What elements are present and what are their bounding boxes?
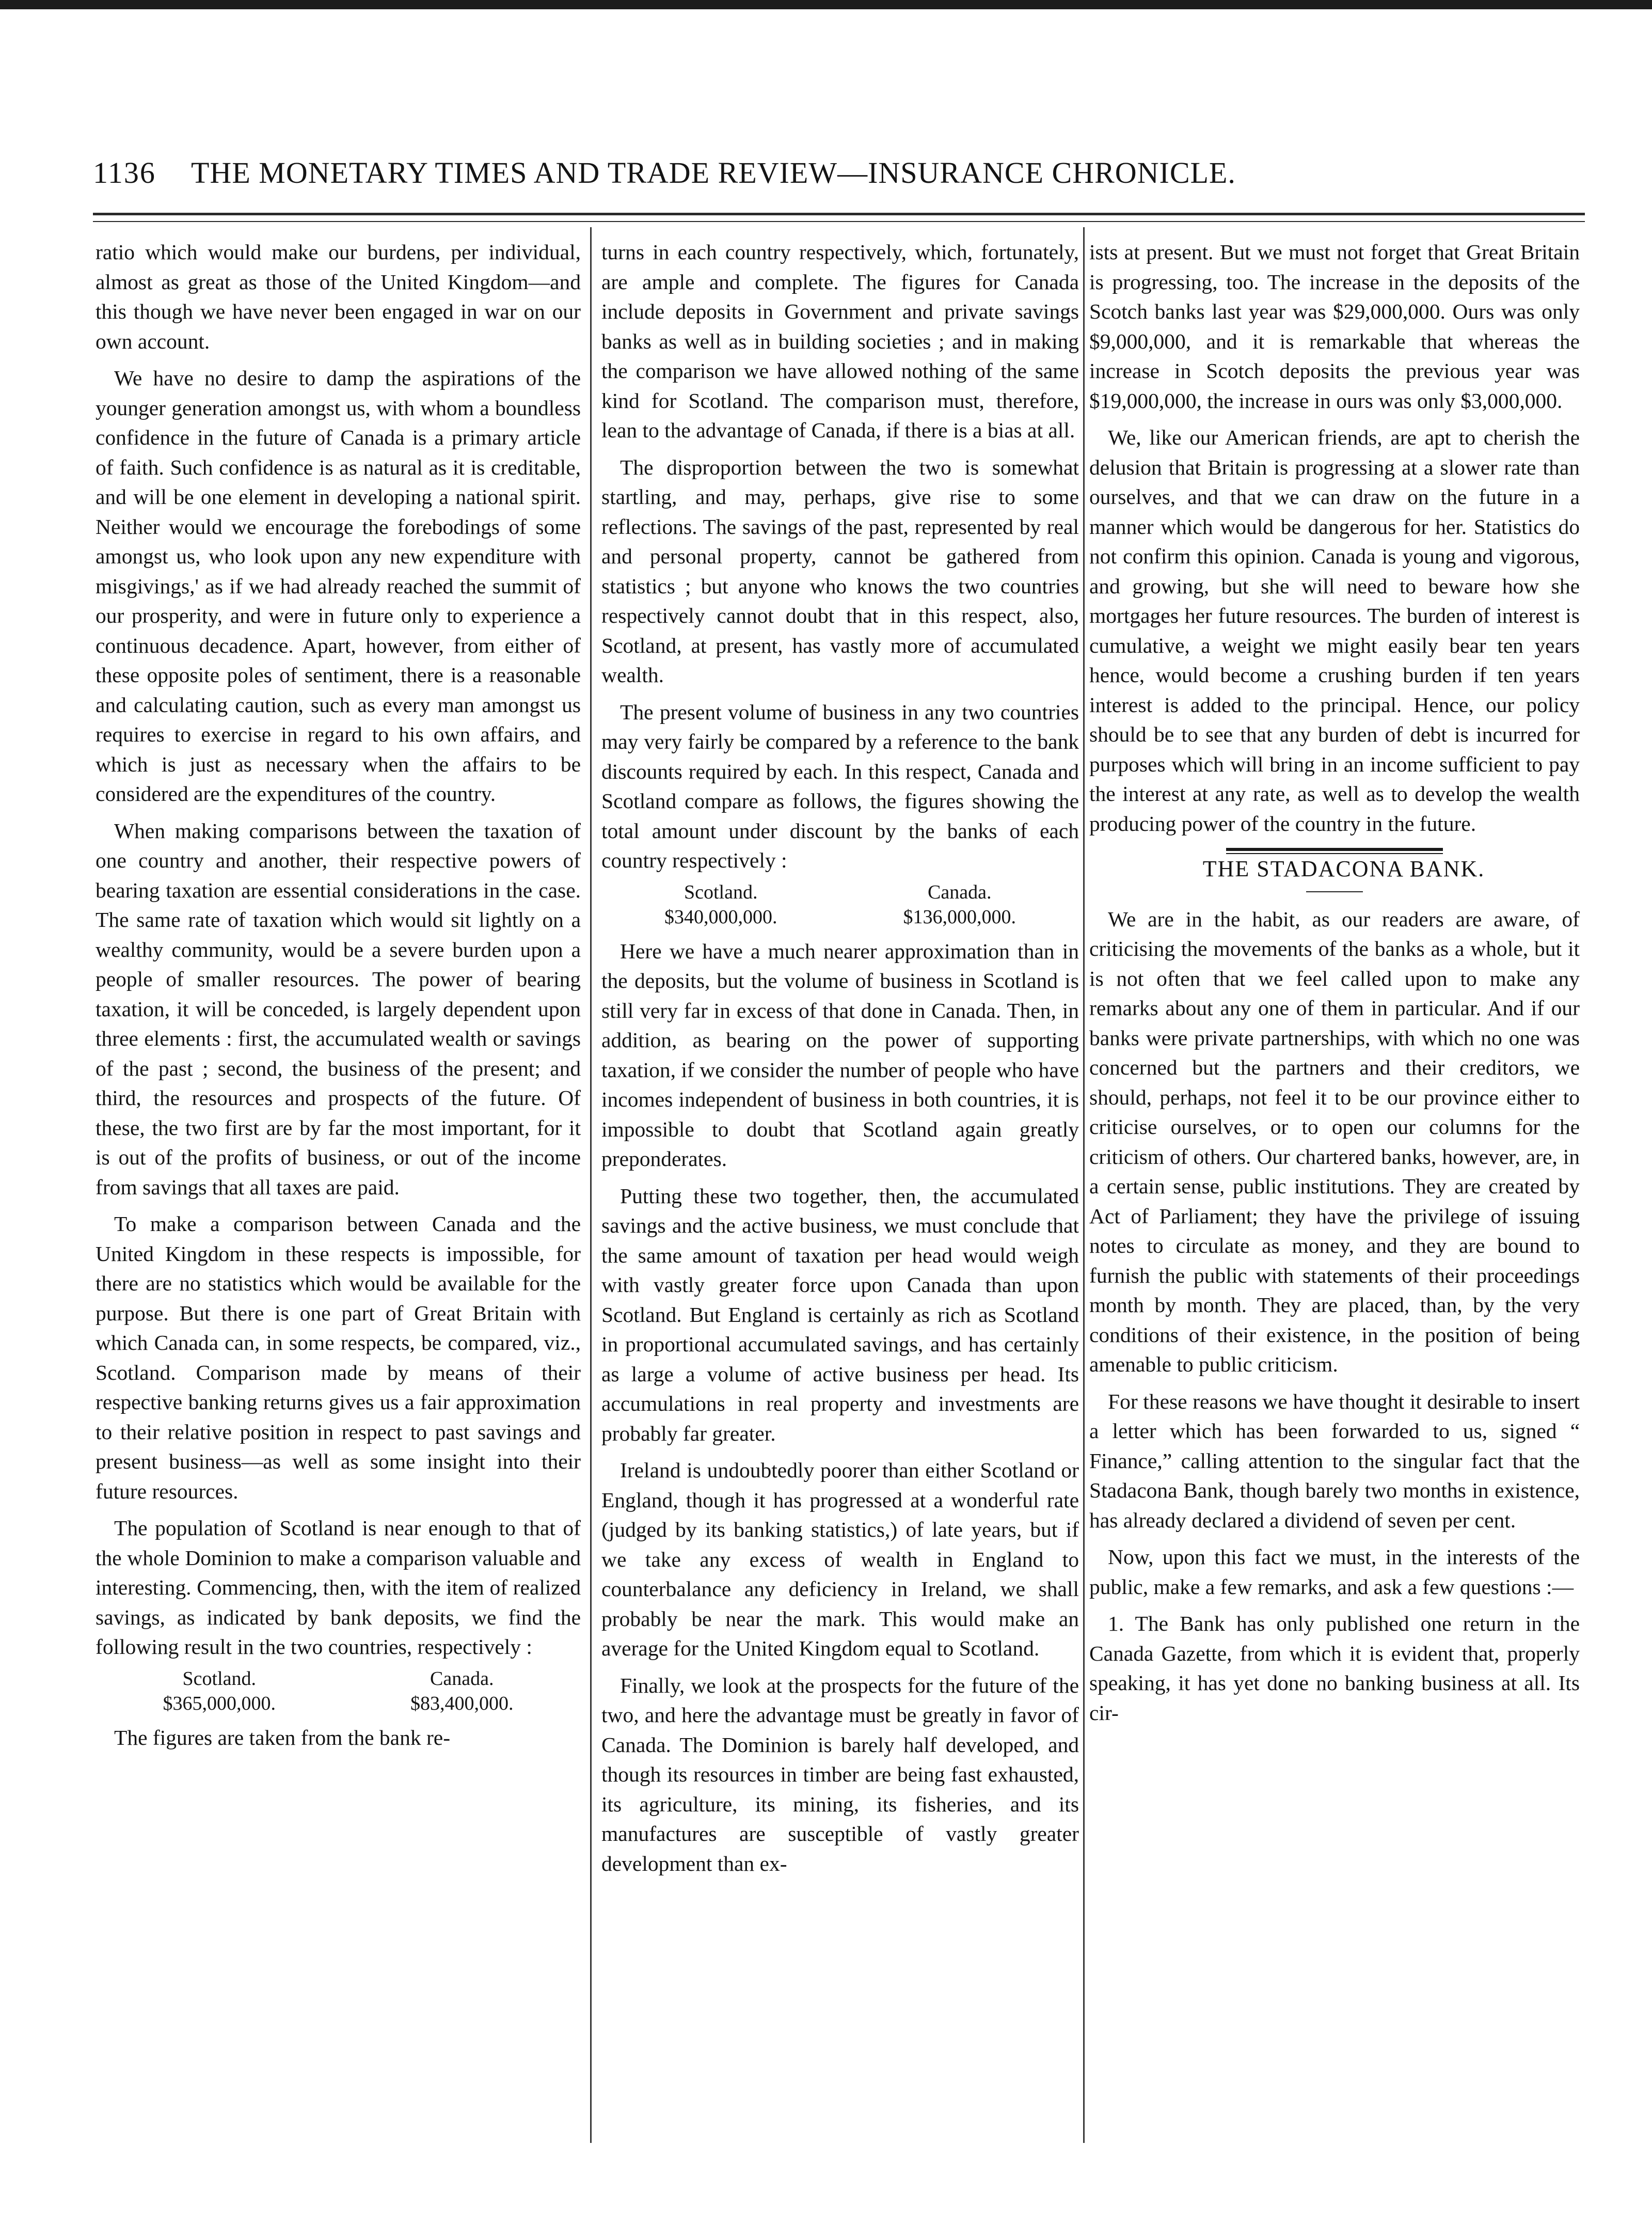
figure-value: $83,400,000. (410, 1692, 514, 1714)
paragraph: 1. The Bank has only published one return in the Canada Gazette, from which it is evident that, properly speaking, it has yet done no banking business at all. Its cir- (1089, 1612, 1580, 1725)
discounts-figures (601, 880, 1079, 929)
paragraph: For these reasons we have thought it desirable to insert a letter which has been forwarded to us, signed “ Finance,” calling attention to the singular fact that the Stadacona Bank, though barely two months in existence, has already declared a dividend of seven per cent. (1089, 1389, 1580, 1532)
figure-scotland (664, 880, 777, 929)
deposits-figures (96, 1666, 581, 1716)
paragraph: We have no desire to damp the aspirations of the younger generation amongst us, with whom a boundless confidence in the future of Canada is a primary article of faith. Such confidence is as natural as it is creditable, and will be one element in developing a national spirit. Neither would we encourage the forebodings of some amongst us, who look upon any new expenditure with misgivings,' as if we had already reached the summit of our prosperity, and were in future only to experience a continuous decadence. Apart, however, from either of these opposite poles of sentiment, there is a reasonable and calculating caution, such as every man amongst us requires to exercise in regard to his own affairs, and which is just as necessary when the affairs to be considered are the expenditures of the country. (96, 366, 581, 806)
paragraph: Finally, we look at the prospects for the future of the two, and here the advantage must be greatly in favor of Canada. The Dominion is barely half developed, and though its resources in timber are being fast exhausted, its agriculture, its mining, its fisheries, and its manufactures are susceptible of vastly greater development than ex- (601, 1673, 1079, 1875)
article-column-1 (96, 238, 581, 2158)
paragraph: The present volume of business in any two countries may very fairly be compared by a reference to the bank discounts required by each. In this respect, Canada and Scotland compare as follows, the figures showing the total amount under discount by the banks of each country respectively : (601, 700, 1079, 872)
paragraph: When making comparisons between the taxation of one country and another, their respective powers of bearing taxation are essential considerations in the case. The same rate of taxation which would sit lightly on a wealthy community, would be a severe burden upon a people of smaller resources. The power of bearing taxation, it will be conceded, is largely dependent upon three elements : first, the accumulated wealth or savings of the past ; second, the business of the present; and third, the resources and prospects of the future. Of these, the two first are by far the most important, for it is out of the profits of business, or out of the income from savings that all taxes are paid. (96, 818, 581, 1199)
header-rule-thick (93, 213, 1585, 215)
figure-value: $365,000,000. (163, 1692, 276, 1714)
section-separator-rule (1226, 848, 1443, 854)
figure-label: Scotland. (684, 881, 758, 903)
article-column-3 (1089, 238, 1580, 2158)
paragraph: The figures are taken from the bank re- (114, 1725, 451, 1749)
masthead-title: THE MONETARY TIMES AND TRADE REVIEW—INSURANCE CHRONICLE. (191, 156, 1236, 190)
figure-value: $340,000,000. (664, 906, 777, 928)
figure-label: Scotland. (182, 1667, 256, 1690)
figure-label: Canada. (928, 881, 992, 903)
page-number: 1136 (93, 156, 156, 190)
paragraph: The disproportion between the two is somewhat startling, and may, perhaps, give rise to some reflections. The savings of the past, represented by real and personal property, cannot be gathered from statistics ; but anyone who knows the two countries respectively cannot doubt that in this respect, also, Scotland, at present, has vastly more of accumulated wealth. (601, 455, 1079, 687)
column-divider (590, 227, 592, 2143)
paragraph: Now, upon this fact we must, in the interests of the public, make a few remarks, and ask a few questions :— (1089, 1545, 1580, 1599)
paragraph: Here we have a much nearer approximation than in the deposits, but the volume of business in Scotland is still very far in excess of that done in Canada. Then, in addition, as bearing on the power of supporting taxation, if we consider the number of people who have incomes independent of business in both countries, it is impossible to doubt that Scotland again greatly preponderates. (601, 939, 1079, 1171)
paragraph: Putting these two together, then, the accumulated savings and the active business, we must conclude that the same amount of taxation per head would weigh with vastly greater force upon Canada than upon Scotland. But England is certainly as rich as Scotland in proportional accumulated savings, and has certainly as large a volume of active business per head. Its accumulations in real property and investments are probably far greater. (601, 1184, 1079, 1445)
article-column-2 (601, 238, 1079, 2158)
paragraph: turns in each country respectively, which, fortunately, are ample and complete. The figures for Canada include deposits in Government and private savings banks as well as in building societies ; and in making the comparison we have allowed nothing of the same kind for Scotland. The comparison must, therefore, lean to the advantage of Canada, if there is a bias at all. (601, 240, 1079, 442)
figure-value: $136,000,000. (903, 906, 1016, 928)
figure-canada (903, 880, 1016, 929)
top-border-bar (0, 0, 1652, 9)
paragraph: We, like our American friends, are apt to cherish the delusion that Britain is progressing at a slower rate than ourselves, and that we can draw on the future in a manner which would be dangerous for her. Statistics do not confirm this opinion. Canada is young and vigorous, and growing, but she will need to beware how she mortgages her future resources. The burden of interest is cumulative, a weight we might easily bear ten years hence, would become a crushing burden if ten years interest is added to the principal. Hence, our policy should be to see that any burden of debt is incurred for purposes which will bring in an income sufficient to pay the interest at any rate, as well as to develop the wealth producing power of the country in the future. (1089, 425, 1580, 835)
figure-label: Canada. (430, 1667, 494, 1690)
figure-canada (410, 1666, 514, 1716)
figure-scotland (163, 1666, 276, 1716)
paragraph: ists at present. But we must not forget that Great Britain is progressing, too. The increase in the deposits of the Scotch banks last year was $29,000,000. Ours was only $9,000,000, and it is remarkable that whereas the increase in Scotch deposits the previous year was $19,000,000, the increase in ours was only $3,000,000. (1089, 240, 1580, 413)
paragraph: We are in the habit, as our readers are aware, of criticising the movements of the banks as a whole, but it is not often that we feel called upon to make any remarks about any one of them in particular. And if our banks were private partnerships, with which no one was concerned but the partners and their creditors, we should, perhaps, not feel it to be our province either to criticise ourselves, or to open our columns for the criticism of others. Our chartered banks, however, are, in a certain sense, public institutions. They are created by Act of Parliament; they have the privilege of issuing notes to circulate as money, and they are bound to furnish the public with statements of their proceedings month by month. They are placed, than, by the very conditions of their existence, in the position of being amenable to public criticism. (1089, 907, 1580, 1376)
paragraph: To make a comparison between Canada and the United Kingdom in these respects is impossible, for there are no statistics which would be available for the purpose. But there is one part of Great Britain with which Canada can, in some respects, be compared, viz., Scotland. Comparison made by means of their respective banking returns gives us a fair approximation to their relative position in respect to past savings and present business—as well as some insight into their future resources. (96, 1212, 581, 1503)
paragraph: Ireland is undoubtedly poorer than either Scotland or England, though it has progressed at a wonderful rate (judged by its banking statistics,) of late years, but if we take any excess of wealth in England to counterbalance any deficiency in Ireland, we shall probably be near the mark. This would make an average for the United Kingdom equal to Scotland. (601, 1458, 1079, 1660)
paragraph: The population of Scotland is near enough to that of the whole Dominion to make a comparison valuable and interesting. Commencing, then, with the item of realized savings, as indicated by bank deposits, we find the following result in the two countries, respectively : (96, 1516, 581, 1659)
page-header (93, 150, 1544, 196)
column-divider (1083, 227, 1085, 2143)
section-heading: THE STADACONA BANK. (1202, 856, 1485, 881)
heading-underline (1306, 891, 1363, 892)
header-rule-thin (93, 221, 1585, 222)
paragraph: ratio which would make our burdens, per individual, almost as great as those of the United Kingdom—and this though we have never been engaged in war on our own account. (96, 240, 581, 353)
